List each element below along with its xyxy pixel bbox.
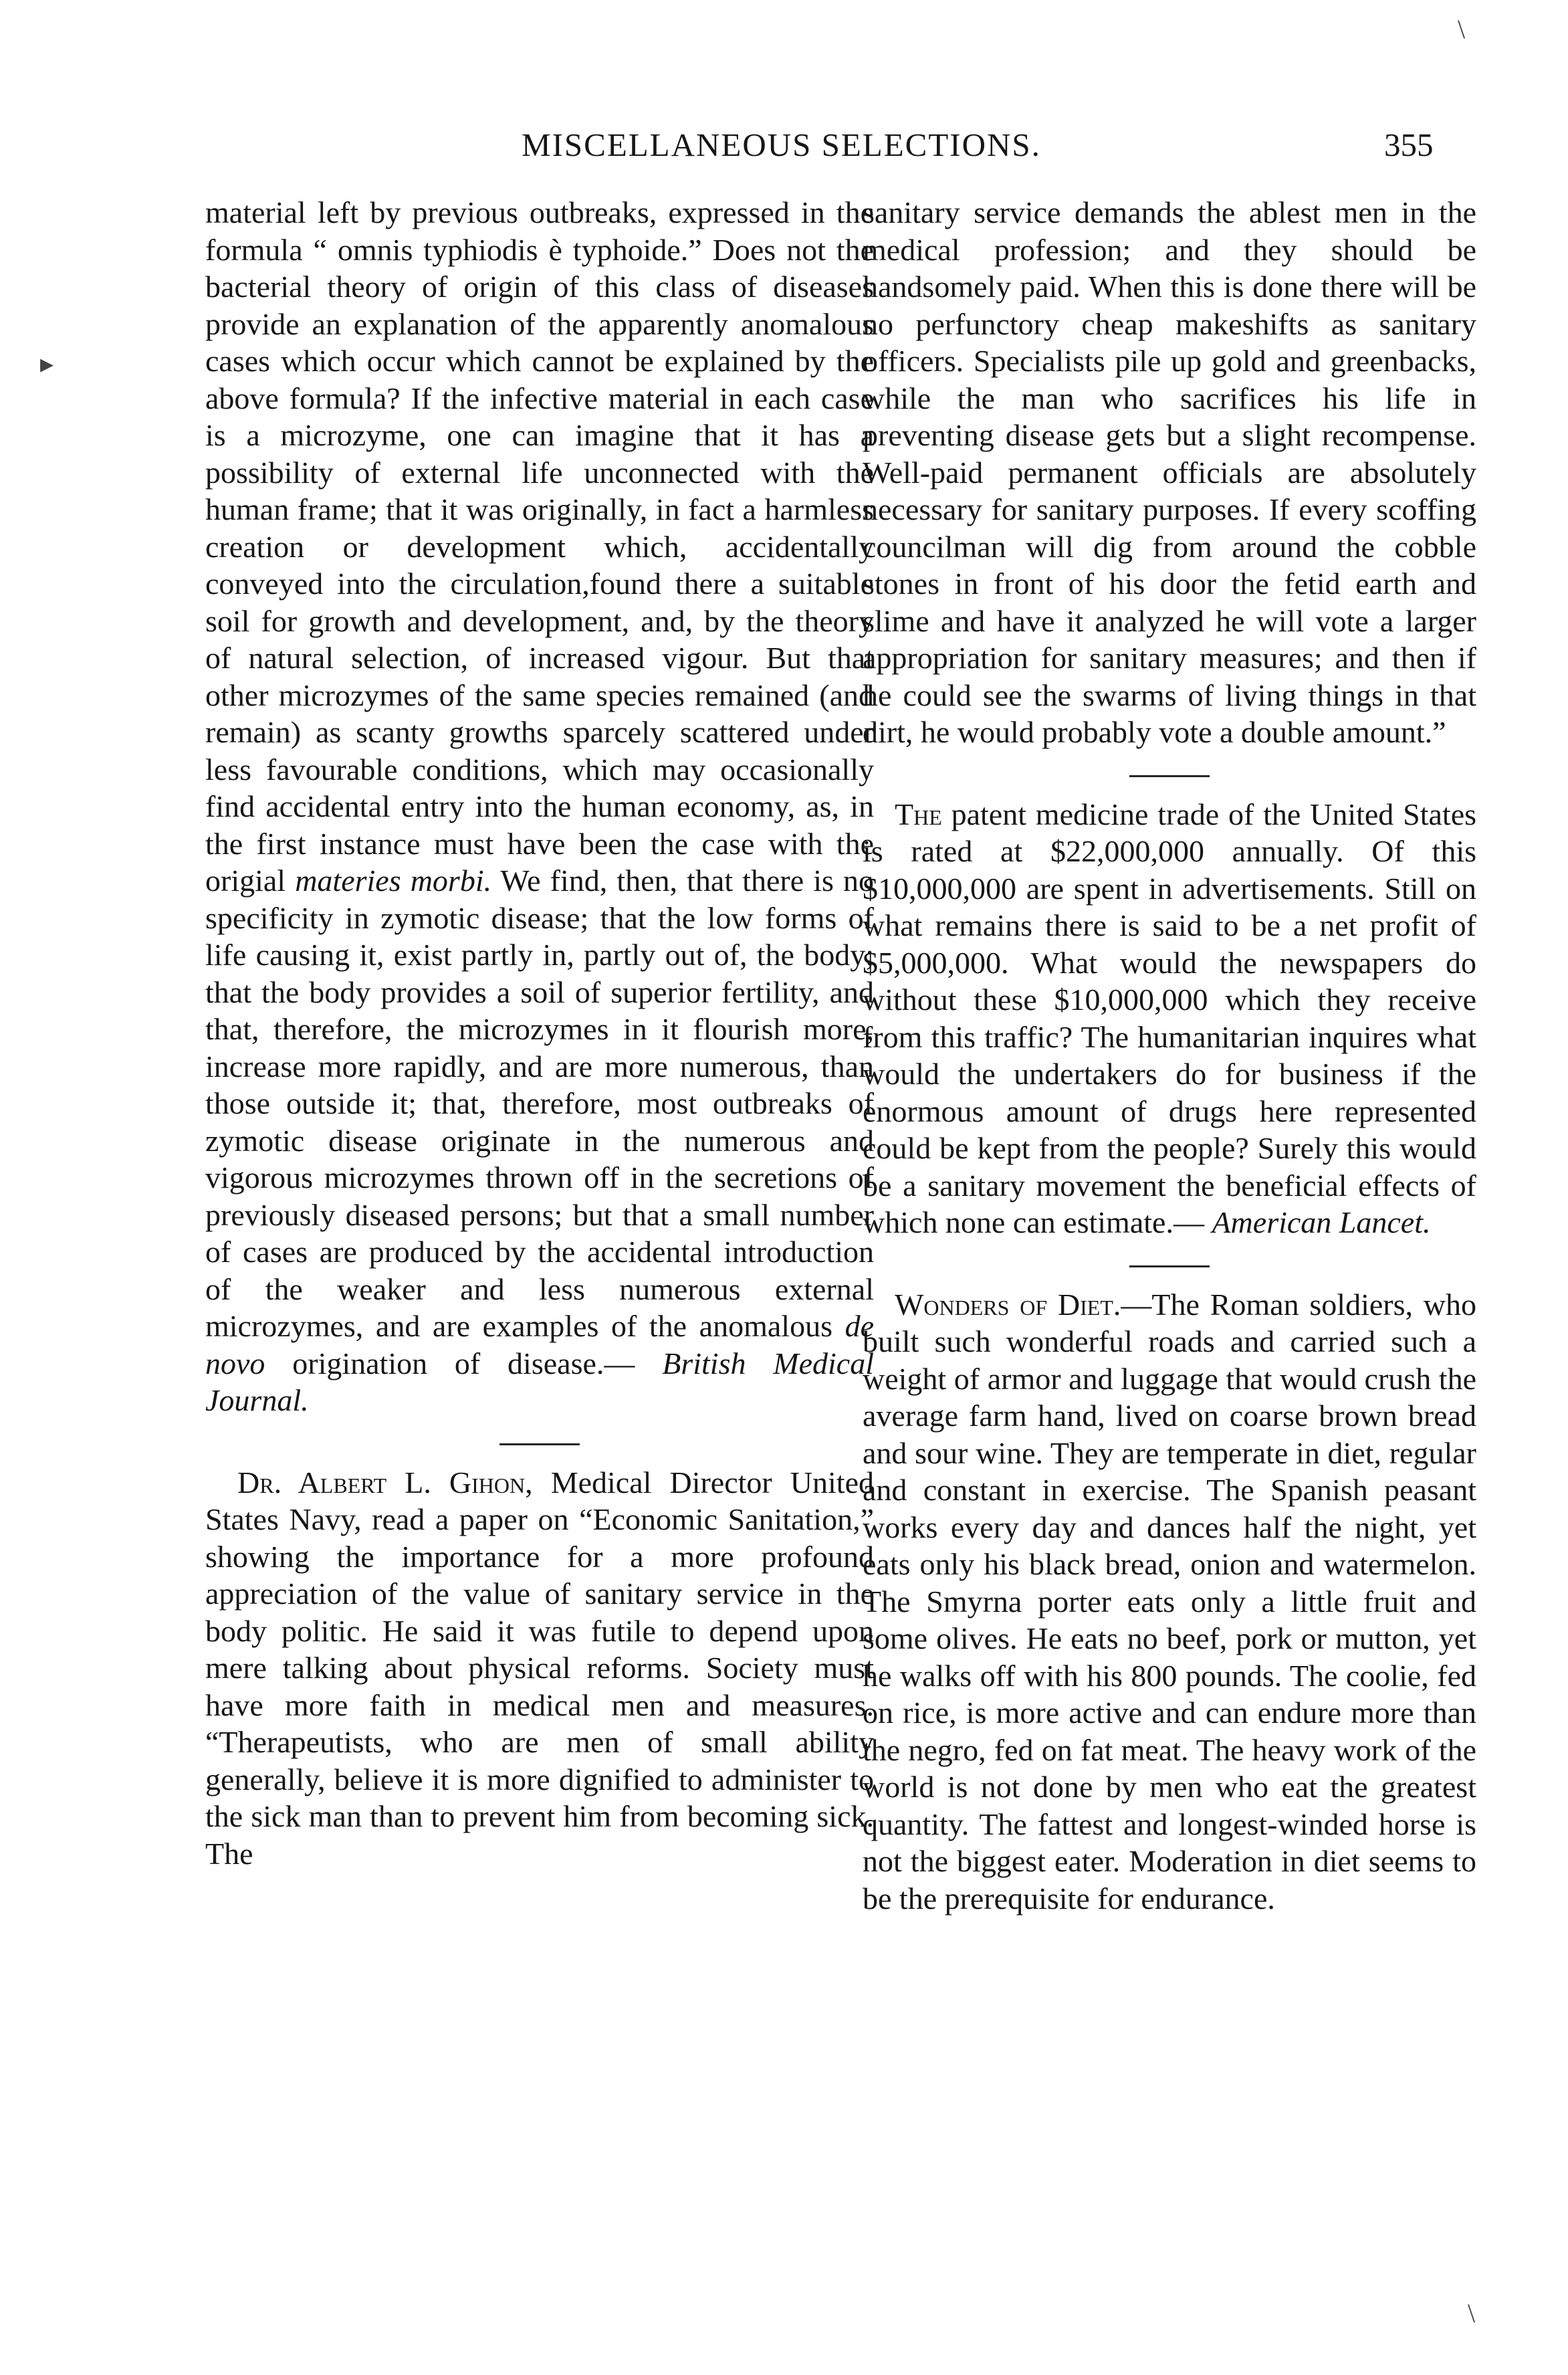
- left-column: [205, 194, 874, 1872]
- margin-mark-bottom: \: [1468, 2298, 1476, 2328]
- article-wonders-of-diet-lead: Wonders of Diet.: [895, 1287, 1121, 1322]
- article-sanitary-service: sanitary service demands the ablest men in the medical profession; and they should be handsomely paid. When this is done there will be no perfunctory cheap makeshifts as sanitary officers. Specialists pile up gold and greenbacks, while the man who sacrifices his life in preventing disease gets but a slight recompense. Well-paid permanent officials are absolutely necessary for sanitary purposes. If every scoffing councilman will dig from around the cobble stones in front of his door the fetid earth and slime and have it analyzed he will vote a larger appropriation for sanitary measures; and then if he could see the swarms of living things in that dirt, he would probably vote a double amount.”: [863, 195, 1476, 749]
- page-number: 355: [1384, 126, 1434, 163]
- article-patent-medicine-lead: The: [895, 797, 942, 831]
- right-column: [863, 194, 1476, 1917]
- article-economic-sanitation-text: Medical Director United States Navy, read a paper on “Economic Sanitation,” showing the importance for a more profound appreciation of the value of sanitary service in the body politic. He said it was futile to depend upon mere talking about physical reforms. Society must have more faith in medical men and measures. “Therapeutists, who are men of small ability generally, believe it is more dignified to administer to the sick man than to prevent him from becoming sick. The: [205, 1465, 874, 1871]
- section-divider: [499, 1443, 580, 1445]
- article-microzymes-text: material left by previous outbreaks, expressed in the formula “ omnis typhiodis è typhoide.” Does not the bacterial theory of origin of this class of diseases provide an explanation of the apparently anomalous cases which occur which cannot be explained by the above formula? If the infective material in each case is a microzyme, one can imagine that it has a possibility of external life unconnected with the human frame; that it was originally, in fact a harmless creation or development which, accidentally conveyed into the circulation,found there a suitable soil for growth and development, and, by the theory of natural selection, of increased vigour. But that other microzymes of the same species remained (and remain) as scanty growths sparcely scattered under less favourable conditions, which may occasionally find accidental entry into the human economy, as, in the first instance must have been the case with the origial: [205, 195, 874, 898]
- section-divider: [1129, 775, 1210, 777]
- margin-mark-top: \: [1458, 14, 1466, 44]
- article-wonders-of-diet-text: —The Roman soldiers, who built such wonderful roads and carried such a weight of armor and luggage that would crush the average farm hand, lived on coarse brown bread and sour wine. They are temperate in diet, regular and constant in exercise. The Spanish peasant works every day and dances half the night, yet eats only his black bread, onion and watermelon. The Smyrna porter eats only a little fruit and some olives. He eats no beef, pork or mutton, yet he walks off with his 800 pounds. The coolie, fed on rice, is more active and can endure more than the negro, fed on fat meat. The heavy work of the world is not done by men who eat the greatest quantity. The fattest and longest-winded horse is not the biggest eater. Moderation in diet seems to be the prerequisite for endurance.: [863, 1287, 1477, 1916]
- article-economic-sanitation-lead: Dr. Albert L. Gihon,: [237, 1465, 533, 1500]
- section-divider: [1129, 1265, 1210, 1267]
- article-wonders-of-diet: [863, 1286, 1476, 1918]
- running-header-title: MISCELLANEOUS SELECTIONS.: [522, 126, 1041, 163]
- article-microzymes-italic: materies morbi.: [295, 863, 492, 898]
- article-economic-sanitation: [205, 1464, 874, 1873]
- article-patent-medicine: [863, 796, 1476, 1241]
- source-american-lancet: American Lancet.: [1212, 1205, 1431, 1239]
- article-microzymes-text-2: We find, then, that there is no specificity in zymotic disease; that the low forms of life causing it, exist partly in, partly out of, the body; that the body provides a soil of superior fertility, and that, therefore, the microzymes in it flourish more, increase more rapidly, and are more numerous, than those outside it; that, therefore, most outbreaks of zymotic disease originate in the numerous and vigorous microzymes thrown off in the secretions of previously diseased persons; but that a small number of cases are produced by the accidental introduction of the weaker and less numerous external microzymes, and are examples of the anomalous: [205, 863, 875, 1343]
- source-british-medical-journal: British Medical Journal.: [205, 1346, 875, 1417]
- article-microzymes-text-3: origination of disease.—: [292, 1346, 635, 1380]
- article-patent-medicine-text: patent medicine trade of the United States is rated at $22,000,000 annually. Of this $10,000,000 are spent in advertisements. Still on what remains there is said to be a net profit of $5,000,000. What would the newspapers do without these $10,000,000 which they receive from this traffic? The humanitarian inquires what would the undertakers do for business if the enormous amount of drugs here represented could be kept from the people? Surely this would be a sanitary movement the beneficial effects of which none can estimate.—: [863, 797, 1477, 1239]
- margin-mark-left: ▸: [40, 348, 54, 379]
- article-microzymes-italic-2: de novo: [205, 1309, 875, 1380]
- article-microzymes: [205, 194, 874, 1419]
